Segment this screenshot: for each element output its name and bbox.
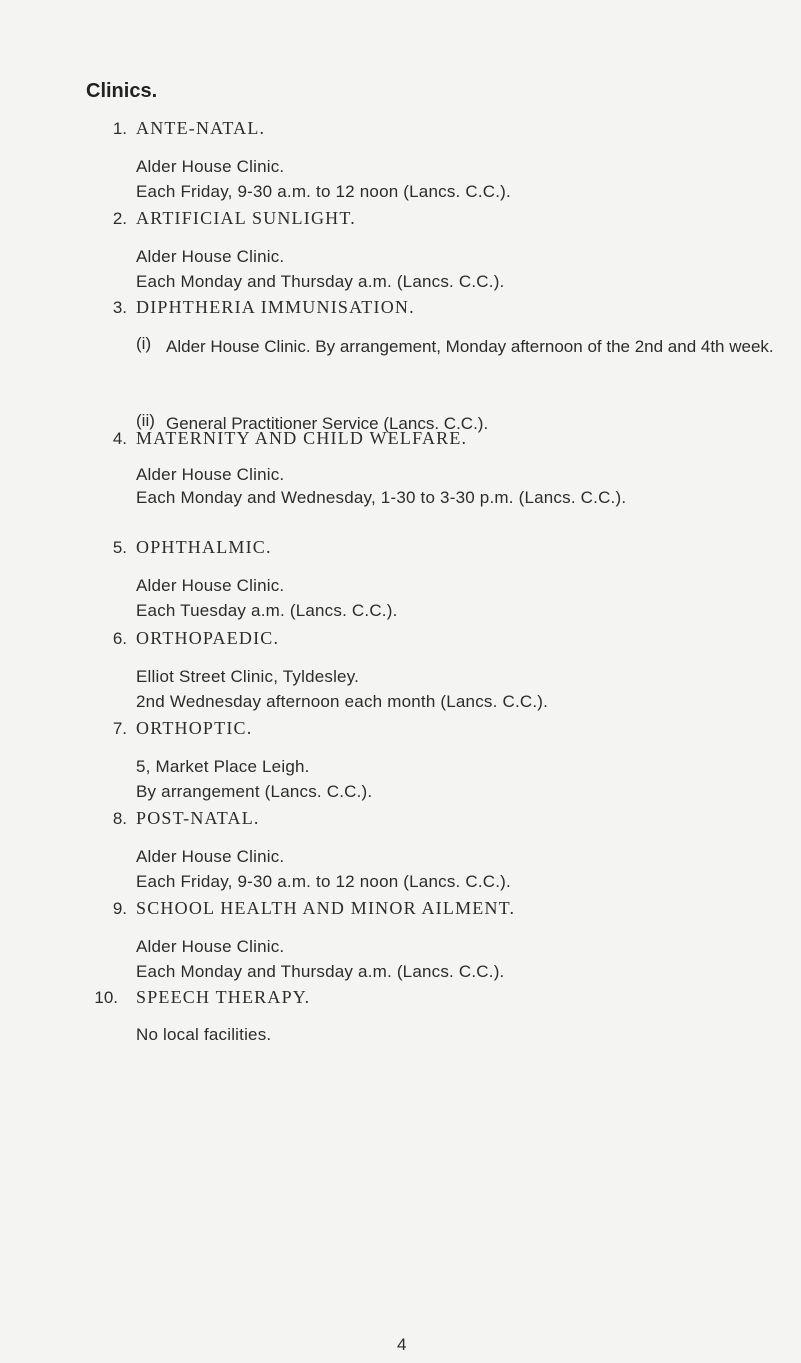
item-line: Alder House Clinic. [136,576,285,595]
item-number: 8. [112,809,127,828]
item-title: ORTHOPTIC. [136,718,253,738]
item-title: SCHOOL HEALTH AND MINOR AILMENT. [136,898,516,918]
item-title: SPEECH THERAPY. [136,987,311,1007]
item-number: 5. [112,538,127,557]
sub-item-mark: (i) [136,334,152,353]
sub-item-text: General Practitioner Service (Lancs. C.C.). [166,414,489,433]
page-title: Clinics. [86,80,158,102]
item-number: 7. [112,719,127,738]
item-title: ORTHOPAEDIC. [136,628,280,648]
item-line: Alder House Clinic. [136,847,285,866]
item-line: Each Monday and Wednesday, 1-30 to 3-30 p.m. (Lancs. C.C.). [136,488,627,507]
item-title: ARTIFICIAL SUNLIGHT. [136,208,356,228]
sub-item-mark: (ii) [136,411,155,430]
item-line: Each Friday, 9-30 a.m. to 12 noon (Lancs. C.C.). [136,182,511,201]
item-title: POST-NATAL. [136,808,260,828]
item-number: 2. [112,209,127,228]
item-title: ANTE-NATAL. [136,118,266,138]
sub-item-text: Alder House Clinic. By arrangement, Monday afternoon of the 2nd and 4th week. [166,337,774,356]
item-number: 1. [112,119,127,138]
page-number: 4 [397,1335,407,1354]
item-line: By arrangement (Lancs. C.C.). [136,782,373,801]
item-line: Each Friday, 9-30 a.m. to 12 noon (Lancs. C.C.). [136,872,511,891]
item-line: 5, Market Place Leigh. [136,757,310,776]
item-line: Elliot Street Clinic, Tyldesley. [136,667,360,686]
item-line: Alder House Clinic. [136,937,285,956]
item-line: Alder House Clinic. [136,247,285,266]
item-line: Alder House Clinic. [136,157,285,176]
item-number: 10. [94,988,118,1007]
item-number: 9. [112,899,127,918]
item-number: 4. [112,429,127,448]
item-line: 2nd Wednesday afternoon each month (Lancs. C.C.). [136,692,549,711]
item-line: Each Monday and Thursday a.m. (Lancs. C.C.). [136,272,505,291]
item-line: Each Monday and Thursday a.m. (Lancs. C.C.). [136,962,505,981]
item-title: DIPHTHERIA IMMUNISATION. [136,297,415,317]
item-number: 6. [112,629,127,648]
item-title: MATERNITY AND CHILD WELFARE. [136,428,468,448]
item-line: No local facilities. [136,1025,272,1044]
item-line: Alder House Clinic. [136,465,285,484]
item-number: 3. [112,298,127,317]
item-line: Each Tuesday a.m. (Lancs. C.C.). [136,601,398,620]
item-title: OPHTHALMIC. [136,537,272,557]
